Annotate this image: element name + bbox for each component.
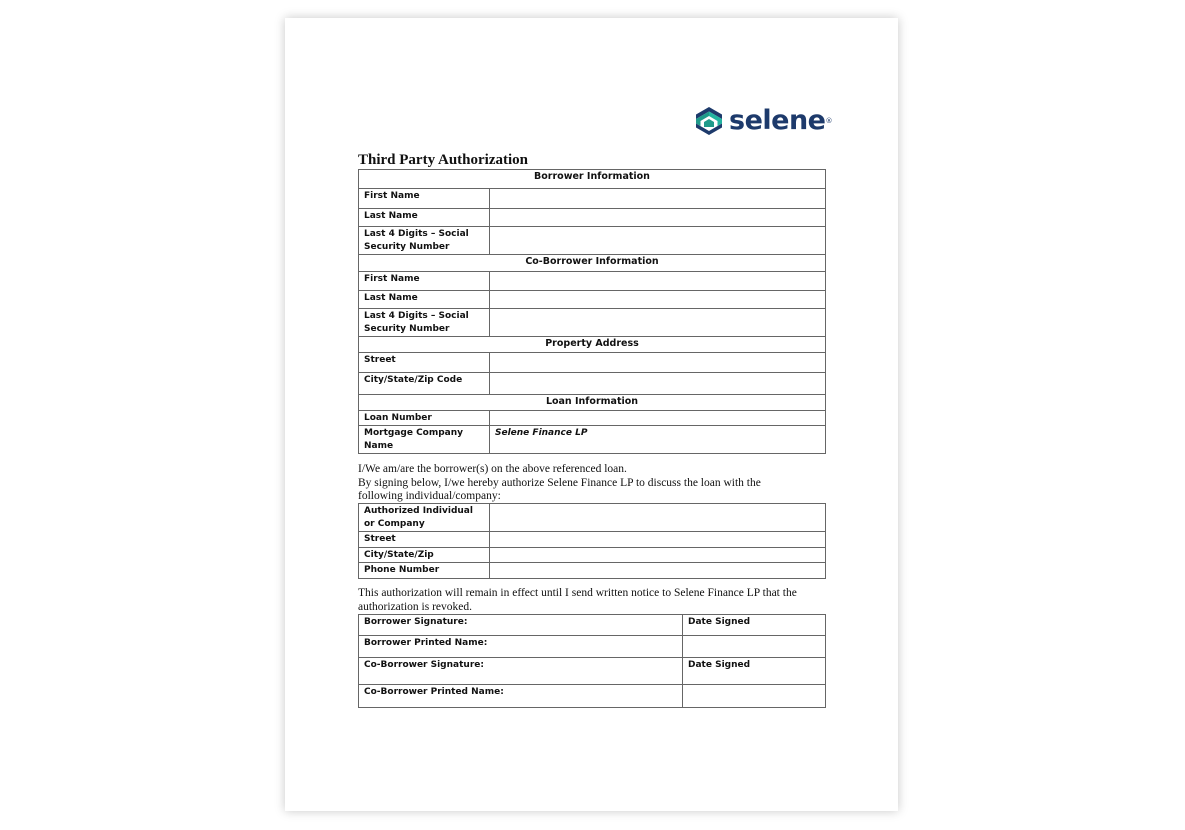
coborrower-first-name-label: First Name [359,272,490,291]
authorized-phone-label: Phone Number [359,563,490,579]
coborrower-signature-field[interactable]: Co-Borrower Signature: [359,658,683,685]
document-title: Third Party Authorization [358,152,529,168]
authorized-street-label: Street [359,532,490,548]
borrower-ssn-field[interactable] [490,227,826,255]
authorized-individual-label: Authorized Individual or Company [359,504,490,532]
authorization-paragraph [358,463,828,504]
signature-table [358,614,826,708]
authorized-party-table [358,503,826,579]
borrower-signature-field[interactable]: Borrower Signature: [359,615,683,636]
property-city-field[interactable] [490,372,826,394]
borrower-info-table [358,169,826,454]
para1-line3: following individual/company: [358,490,501,502]
coborrower-ssn-field[interactable] [490,309,826,337]
logo-wordmark: selene® [729,105,832,136]
authorized-city-field[interactable] [490,547,826,563]
coborrower-ssn-label: Last 4 Digits – Social Security Number [359,309,490,337]
property-street-label: Street [359,352,490,372]
loan-number-field[interactable] [490,410,826,426]
selene-logo [694,106,832,136]
authorized-individual-field[interactable] [490,504,826,532]
para2-line1: This authorization will remain in effect until I send written notice to Selene Finance LP that the [358,587,797,599]
coborrower-last-name-field[interactable] [490,291,826,309]
borrower-last-name-label: Last Name [359,209,490,227]
borrower-printed-name-field[interactable]: Borrower Printed Name: [359,636,683,658]
borrower-first-name-field[interactable] [490,189,826,209]
property-address-header: Property Address [359,337,826,353]
borrower-ssn-label: Last 4 Digits – Social Security Number [359,227,490,255]
coborrower-info-header: Co-Borrower Information [359,255,826,272]
borrower-printed-name-extra[interactable] [683,636,826,658]
coborrower-first-name-field[interactable] [490,272,826,291]
authorized-phone-field[interactable] [490,563,826,579]
coborrower-printed-name-extra[interactable] [683,685,826,708]
property-street-field[interactable] [490,352,826,372]
selene-hexagon-house-icon [694,106,724,136]
mortgage-company-value: Selene Finance LP [490,426,826,454]
authorized-city-label: City/State/Zip [359,547,490,563]
borrower-first-name-label: First Name [359,189,490,209]
para1-line2: By signing below, I/we hereby authorize Selene Finance LP to discuss the loan with the [358,476,761,489]
para2-line2: authorization is revoked. [358,600,473,613]
borrower-date-signed-field[interactable]: Date Signed [683,615,826,636]
mortgage-company-label: Mortgage Company Name [359,426,490,454]
coborrower-printed-name-field[interactable]: Co-Borrower Printed Name: [359,685,683,708]
revocation-paragraph [358,587,828,614]
property-city-label: City/State/Zip Code [359,372,490,394]
para1-line1: I/We am/are the borrower(s) on the above referenced loan. [358,463,627,475]
loan-number-label: Loan Number [359,410,490,426]
loan-info-header: Loan Information [359,394,826,410]
coborrower-last-name-label: Last Name [359,291,490,309]
borrower-info-header: Borrower Information [359,170,826,189]
coborrower-date-signed-field[interactable]: Date Signed [683,658,826,685]
authorized-street-field[interactable] [490,532,826,548]
borrower-last-name-field[interactable] [490,209,826,227]
